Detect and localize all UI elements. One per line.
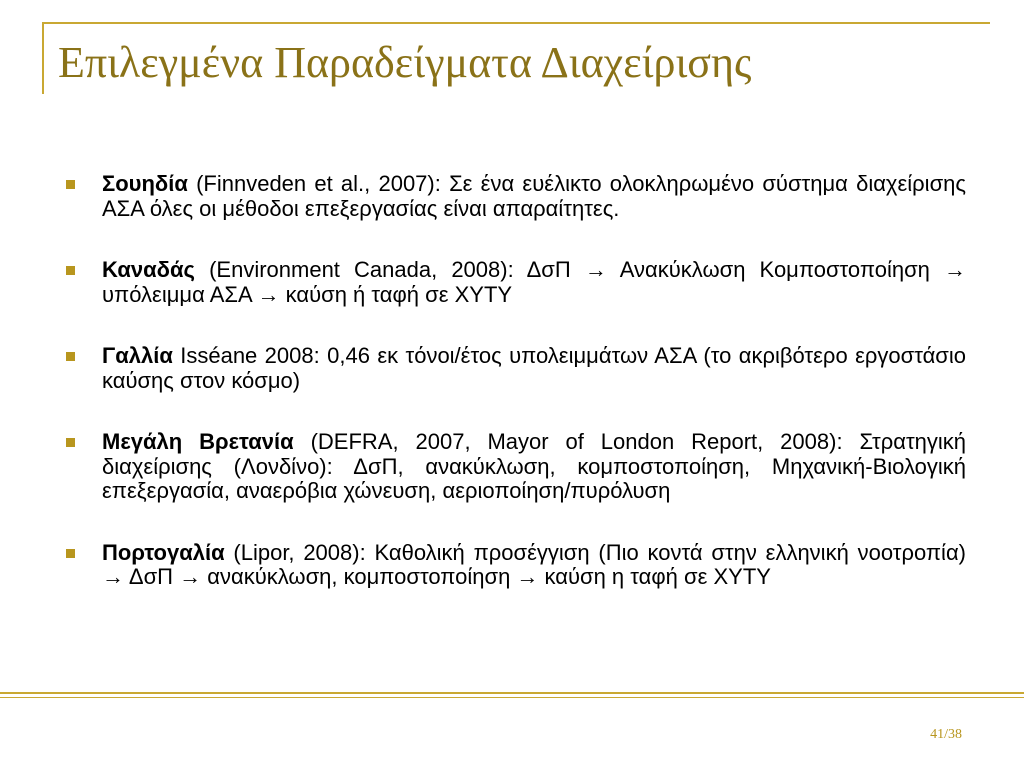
- bullet-text: Isséane 2008: 0,46 εκ τόνοι/έτος υπολειμμάτων ΑΣΑ (το ακριβότερο εργοστάσιο καύσης στον κόσμο): [102, 343, 966, 393]
- bullet-country: Σουηδία: [102, 171, 188, 196]
- bullet-text: (Lipor, 2008): Καθολική προσέγγιση (Πιο κοντά στην ελληνική νοοτροπία) → ΔσΠ → ανακύκλωση, κομποστοποίηση → καύση η ταφή σε ΧΥΤΥ: [102, 539, 966, 589]
- bullet-text: (Environment Canada, 2008): ΔσΠ → Ανακύκλωση Κομποστοποίηση → υπόλειμμα ΑΣΑ → καύση ή ταφή σε ΧΥΤΥ: [102, 257, 966, 307]
- slide-title: Επιλεγμένα Παραδείγματα Διαχείρισης: [58, 38, 752, 87]
- bullet-item-sweden: [66, 172, 966, 221]
- title-frame-horizontal-line: [42, 22, 990, 24]
- square-bullet-icon: [66, 352, 75, 361]
- bullet-item-great-britain: [66, 430, 966, 504]
- page-number: 41/38: [930, 727, 962, 742]
- square-bullet-icon: [66, 549, 75, 558]
- title-frame-vertical-line: [42, 22, 44, 94]
- bullet-country: Μεγάλη Βρετανία: [102, 429, 294, 454]
- bullet-list: [66, 172, 966, 627]
- bullet-country: Καναδάς: [102, 257, 195, 282]
- bullet-country: Πορτογαλία: [102, 539, 225, 565]
- bullet-item-france: [66, 344, 966, 393]
- footer-divider-line: [0, 692, 1024, 694]
- square-bullet-icon: [66, 180, 75, 189]
- square-bullet-icon: [66, 266, 75, 275]
- bullet-text: (Finnveden et al., 2007): Σε ένα ευέλικτο ολοκληρωμένο σύστημα διαχείρισης ΑΣΑ όλες οι μέθοδοι επεξεργασίας είναι απαραίτητες.: [102, 171, 966, 221]
- bullet-item-portugal: [66, 541, 966, 590]
- bullet-text: (DEFRA, 2007, Mayor of London Report, 2008): Στρατηγική διαχείρισης (Λονδίνο): ΔσΠ, ανακύκλωση, κομποστοποίηση, Μηχανική-Βιολογική επεξεργασία, αναερόβια χώνευση, αεριοποίηση/πυρόλυση: [102, 429, 966, 503]
- footer-divider-line-thin: [0, 697, 1024, 698]
- bullet-item-canada: [66, 258, 966, 307]
- bullet-country: Γαλλία: [102, 343, 173, 368]
- square-bullet-icon: [66, 438, 75, 447]
